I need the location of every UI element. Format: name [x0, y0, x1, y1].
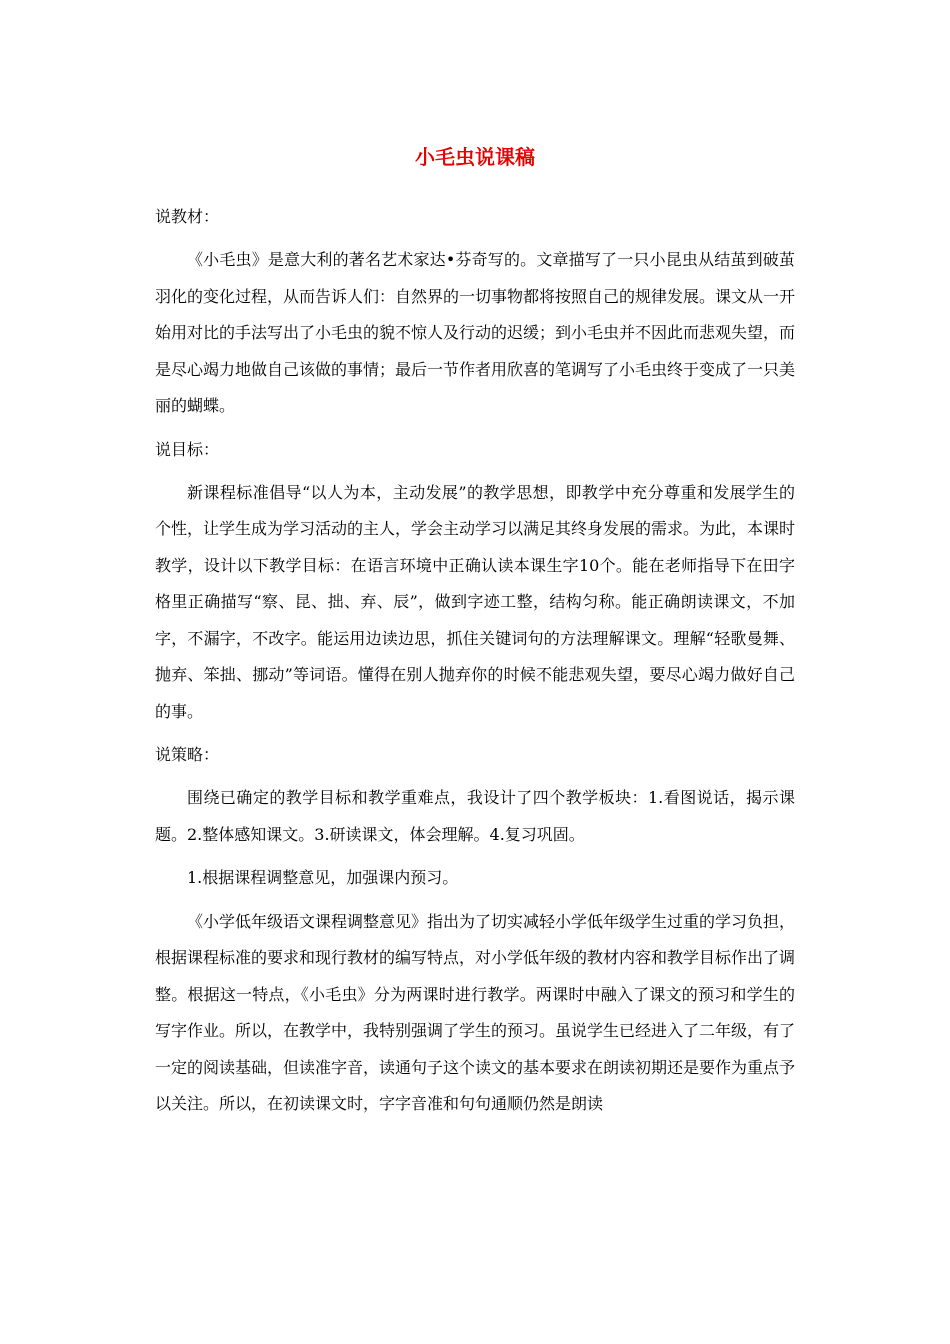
section-heading-goals: 说目标： [155, 439, 220, 459]
document-title: 小毛虫说课稿 [415, 145, 535, 169]
paragraph-goals: 新课程标准倡导“以人为本，主动发展”的教学思想，即教学中充分尊重和发展学生的个性，让学生成为学习活动的主人，学会主动学习以满足其终身发展的需求。为此，本课时教学，设计以下教学目标：在语言环境中正确认读本课生字10个。能在老师指导下在田字格里正确描写“察、昆、拙、弃、辰”，做到字迹工整，结构匀称。能正确朗读课文，不加字，不漏字，不改字。能运用边读边思，抓住关键词句的方法理解课文。理解“轻歌曼舞、抛弃、笨拙、挪动”等词语。懂得在别人抛弃你的时候不能悲观失望，要尽心竭力做好自己的事。 [155, 482, 796, 721]
paragraph-strategy-detail: 《小学低年级语文课程调整意见》指出为了切实减轻小学低年级学生过重的学习负担，根据课程标准的要求和现行教材的编写特点，对小学低年级的教材内容和教学目标作出了调整。根据这一特点，《小毛虫》分为两课时进行教学。两课时中融入了课文的预习和学生的写字作业。所以，在教学中，我特别强调了学生的预习。虽说学生已经进入了二年级，有了一定的阅读基础，但读准字音，读通句子这个读文的基本要求在朗读初期还是要作为重点予以关注。所以，在初读课文时，字字音准和句句通顺仍然是朗读 [155, 911, 796, 1113]
document-body [155, 199, 795, 1130]
section-heading-strategy: 说策略： [155, 745, 220, 764]
paragraph-textbook-intro: 《小毛虫》是意大利的著名艺术家达•芬奇写的。文章描写了一只小昆虫从结茧到破茧羽化的变化过程，从而告诉人们：自然界的一切事物都将按照自己的规律发展。课文从一开始用对比的手法写出了小毛虫的貌不惊人及行动的迟缓；到小毛虫并不因此而悲观失望，而是尽心竭力地做自己该做的事情；最后一节作者用欣喜的笔调写了小毛虫终于变成了一只美丽的蝴蝶。 [155, 250, 796, 415]
paragraph-strategy-point-1: 1.根据课程调整意见，加强课内预习。 [187, 868, 459, 887]
section-heading-textbook: 说教材： [155, 207, 220, 226]
paragraph-strategy-overview: 围绕已确定的教学目标和教学重难点，我设计了四个教学板块：1.看图说话，揭示课题。2.整体感知课文。3.研读课文，体会理解。4.复习巩固。 [155, 788, 795, 844]
